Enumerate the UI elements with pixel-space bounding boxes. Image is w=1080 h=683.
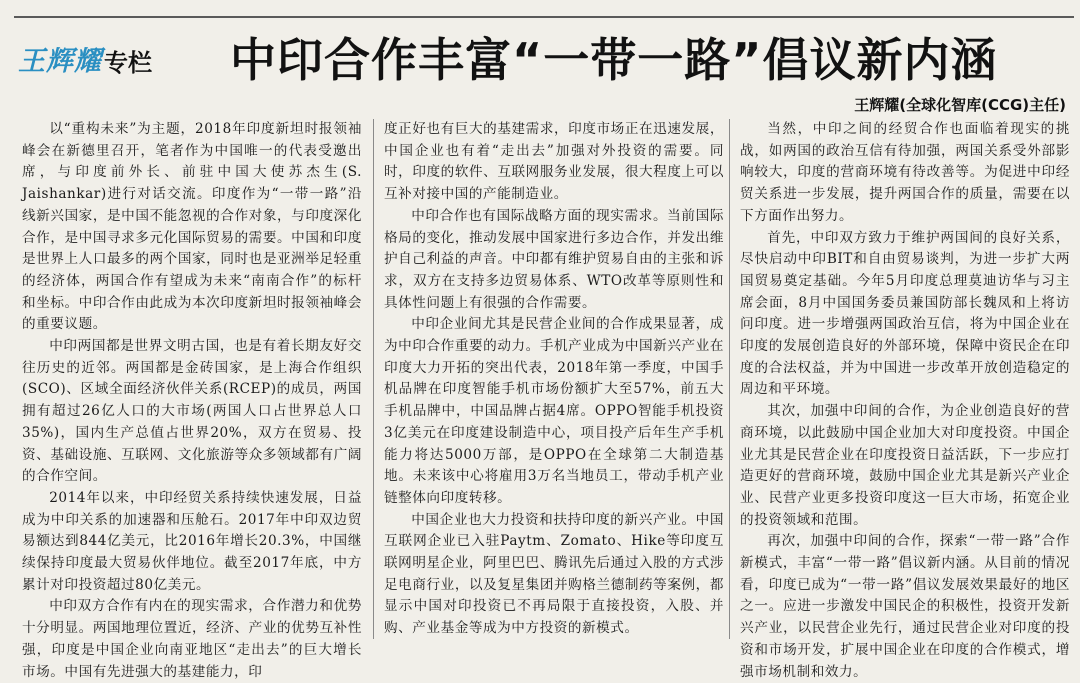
column-author-logo: 王辉耀 [18, 46, 102, 77]
paragraph: 中印两国都是世界文明古国，也是有着长期友好交往历史的近邻。两国都是金砖国家，是上海合作组织(SCO)、区域全面经济伙伴关系(RCEP)的成员，两国拥有超过26亿人口的大市场(两国人口占世界总人口35%)，国内生产总值占世界20%，双方在贸易、投资、基础设施、互联网、文化旅游等众多领域都有广阔的合作空间。 [22, 338, 362, 485]
masthead-rule [14, 16, 1074, 18]
paragraph: 再次，加强中印间的合作，探索“一带一路”合作新模式，丰富“一带一路”倡议新内涵。从目前的情况看，印度已成为“一带一路”倡议发展效果最好的地区之一。应进一步激发中国民企的积极性，投资开发新兴产业，以民营企业先行，通过民营企业对印度的投资和市场开发，扩展中国企业在印度的合作模式，增强市场机制和效力。 [740, 533, 1070, 680]
paragraph: 以“重构未来”为主题，2018年印度新坦时报领袖峰会在新德里召开，笔者作为中国唯一的代表受邀出席，与印度前外长、前驻中国大使苏杰生(S. Jaishankar)进行对话交流。印度作为“一带一路”沿线新兴国家，是中国不能忽视的合作对象，与印度深化合作，是中国寻求多元化国际贸易的需要。中国和印度是世界上人口最多的两个国家，同时也是亚洲举足轻重的经济体，两国合作有望成为未来“南南合作”的标杆和坐标。中印合作由此成为本次印度新坦时报领袖峰会的重要议题。 [22, 121, 362, 333]
column-tag [18, 38, 198, 78]
paragraph: 度正好也有巨大的基建需求，印度市场正在迅速发展，中国企业也有着“走出去”加强对外投资的需要。同时，印度的软件、互联网服务业发展，很大程度上可以互补对接中国的产能制造业。 [384, 121, 724, 203]
article-column-3 [740, 119, 1070, 680]
paragraph: 首先，中印双方致力于维护两国间的良好关系，尽快启动中印BIT和自由贸易谈判，为进一步扩大两国贸易奠定基础。今年5月印度总理莫迪访华与习主席会面，8月中国国务委员兼国防部长魏凤和上将访问印度。进一步增强两国政治互信，将为中国企业在印度的发展创造良好的外部环境，保障中资民企在印度的合法权益，并为中国进一步改革开放创造稳定的周边和平环境。 [740, 229, 1070, 398]
article-column-2 [384, 119, 724, 639]
article-column-1 [22, 119, 362, 680]
paragraph: 当然，中印之间的经贸合作也面临着现实的挑战，如两国的政治互信有待加强，两国关系受外部影响较大，印度的营商环境有待改善等。为促进中印经贸关系进一步发展，提升两国合作的质量，需要在以下方面作出努力。 [740, 121, 1070, 224]
byline: 王辉耀(全球化智库(CCG)主任) [854, 96, 1066, 114]
paragraph: 其次，加强中印间的合作，为企业创造良好的营商环境，以此鼓励中国企业加大对印度投资。中国企业尤其是民营企业在印度投资日益活跃，下一步应打造更好的营商环境，鼓励中国企业尤其是新兴产业企业、民营产业更多投资印度这一巨大市场，拓宽企业的投资领域和范围。 [740, 403, 1070, 528]
paragraph: 中国企业也大力投资和扶持印度的新兴产业。中国互联网企业已入驻Paytm、Zomato、Hike等印度互联网明星企业，阿里巴巴、腾讯先后通过入股的方式涉足电商行业，以及复星集团并购格兰德制药等案例，都显示中国对印投资已不再局限于直接投资，入股、并购、产业基金等成为中方投资的新模式。 [384, 511, 724, 637]
column-label: 专栏 [104, 49, 152, 77]
headline: 中印合作丰富“一带一路”倡议新内涵 [230, 33, 998, 87]
paragraph: 2014年以来，中印经贸关系持续快速发展，日益成为中印关系的加速器和压舱石。2017年中印双边贸易额达到844亿美元，比2016年增长20.3%，中国继续保持印度最大贸易伙伴地位。截至2017年底，中方累计对印投资超过80亿美元。 [22, 489, 362, 593]
paragraph: 中印企业间尤其是民营企业间的合作成果显著，成为中印合作重要的动力。手机产业成为中国新兴产业在印度大力开拓的突出代表，2018年第一季度，中国手机品牌在印度智能手机市场份额扩大至57%，前五大手机品牌中，中国品牌占据4席。OPPO智能手机投资3亿美元在印度建设制造中心，项目投产后年生产手机能力将达5000万部，是OPPO在全球第二大制造基地。未来该中心将雇用3万名当地员工，带动手机产业链整体向印度转移。 [384, 316, 724, 506]
column-divider [729, 119, 730, 639]
paragraph: 中印双方合作有内在的现实需求，合作潜力和优势十分明显。两国地理位置近，经济、产业的优势互补性强，印度是中国企业向南亚地区“走出去”的巨大增长市场。中国有先进强大的基建能力，印 [22, 598, 362, 680]
paragraph: 中印合作也有国际战略方面的现实需求。当前国际格局的变化，推动发展中国家进行多边合作，并发出维护自己利益的声音。中印都有维护贸易自由的主张和诉求，双方在支持多边贸易体系、WTO改革等原则性和具体性问题上有很强的合作需要。 [384, 207, 724, 311]
column-divider [373, 119, 374, 639]
